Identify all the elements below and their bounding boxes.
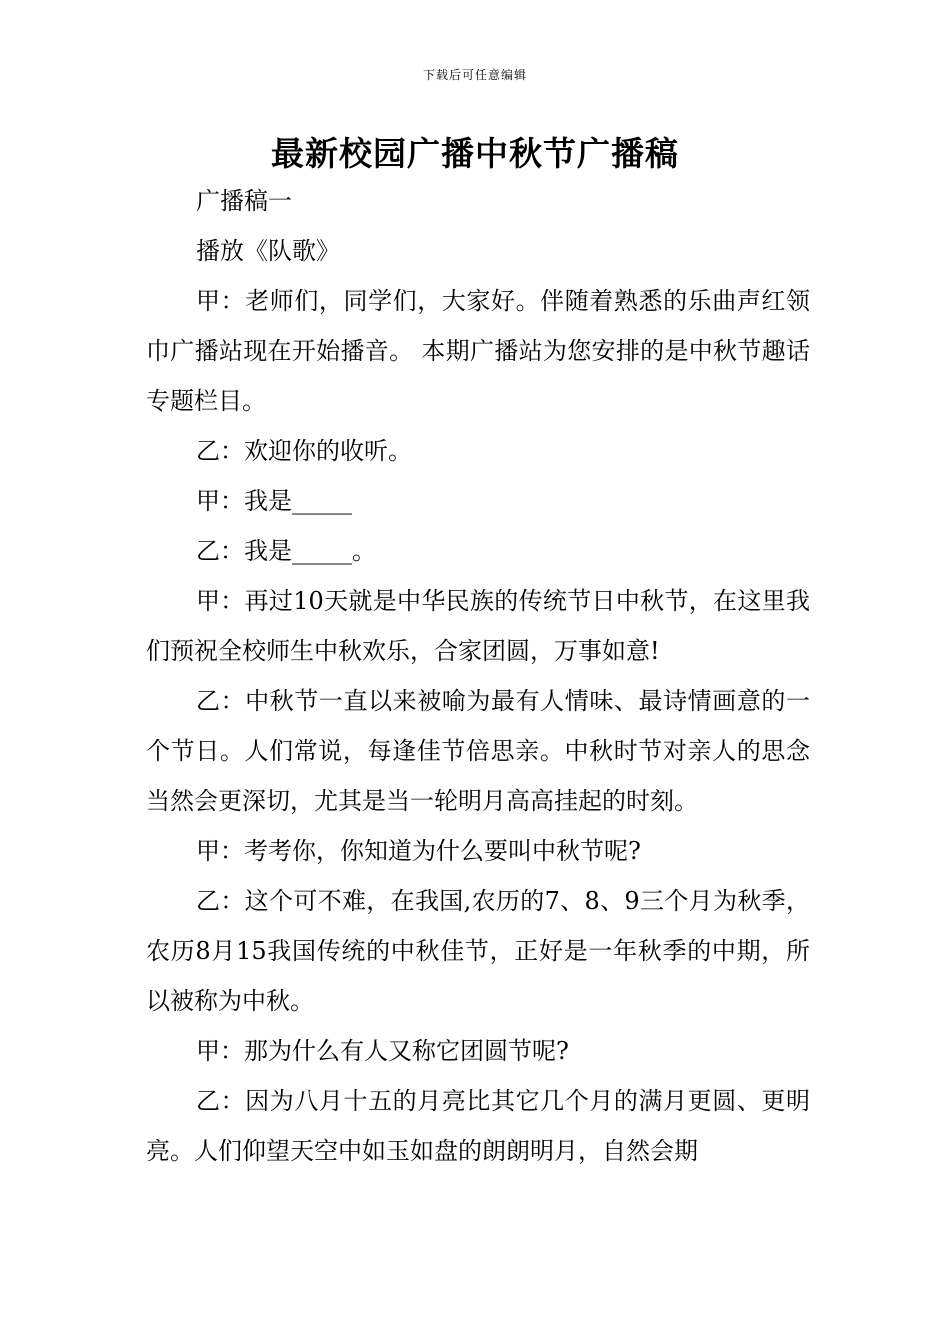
paragraph: 甲：那为什么有人又称它团圆节呢? — [196, 1037, 569, 1065]
document-body — [146, 176, 810, 1176]
paragraph: 乙：中秋节一直以来被喻为最有人情味、最诗情画意的一个节日。人们常说，每逢佳节倍思亲。中秋时节对亲人的思念当然会更深切，尤其是当一轮明月高高挂起的时刻。 — [146, 687, 810, 815]
paragraph: 播放《队歌》 — [196, 237, 340, 265]
paragraph: 甲：考考你，你知道为什么要叫中秋节呢? — [196, 837, 641, 865]
paragraph: 乙：这个可不难，在我国,农历的7、8、9三个月为秋季，农历8月15我国传统的中秋佳节，正好是一年秋季的中期，所以被称为中秋。 — [146, 887, 810, 1015]
paragraph: 甲：老师们，同学们，大家好。伴随着熟悉的乐曲声红领巾广播站现在开始播音。 本期广播站为您安排的是中秋节趣话专题栏目。 — [146, 287, 810, 415]
paragraph: 乙：因为八月十五的月亮比其它几个月的满月更圆、更明亮。人们仰望天空中如玉如盘的朗朗明月，自然会期 — [146, 1087, 810, 1165]
paragraph: 甲：我是_____ — [196, 487, 352, 515]
paragraph: 乙：欢迎你的收听。 — [196, 437, 412, 465]
paragraph: 广播稿一 — [196, 187, 292, 215]
header-note: 下载后可任意编辑 — [422, 68, 527, 82]
paragraph: 甲：再过10天就是中华民族的传统节日中秋节，在这里我们预祝全校师生中秋欢乐，合家团圆，万事如意! — [146, 587, 810, 665]
document-title: 最新校园广播中秋节广播稿 — [271, 134, 679, 173]
paragraph: 乙：我是_____。 — [196, 537, 376, 565]
